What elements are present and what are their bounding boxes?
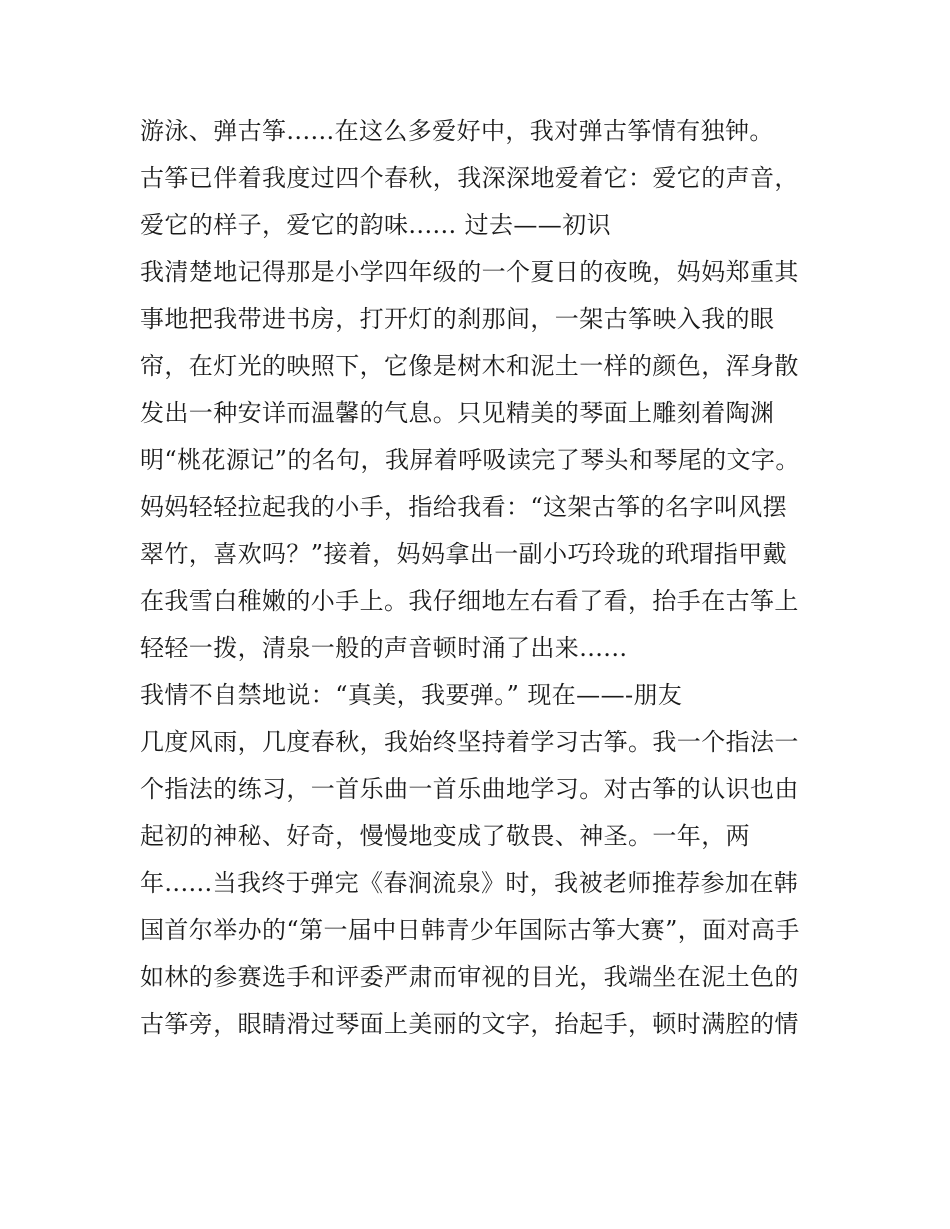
text-line: 妈妈轻轻拉起我的小手，指给我看：“这架古筝的名字叫风摆 — [140, 493, 788, 521]
text-line: 帘，在灯光的映照下，它像是树木和泥土一样的颜色，浑身散 — [140, 352, 799, 380]
text-line: 我清楚地记得那是小学四年级的一个夏日的夜晚，妈妈郑重其 — [140, 258, 799, 286]
text-line: 起初的神秘、好奇，慢慢地变成了敬畏、神圣。一年，两 — [140, 822, 750, 850]
text-line: 古筝已伴着我度过四个春秋，我深深地爱着它：爱它的声音， — [140, 164, 799, 192]
text-line: 年......当我终于弹完《春涧流泉》时，我被老师推荐参加在韩 — [140, 869, 799, 897]
text-line: 个指法的练习，一首乐曲一首乐曲地学习。对古筝的认识也由 — [140, 775, 799, 803]
text-line: 爱它的样子，爱它的韵味...... 过去——初识 — [140, 211, 612, 239]
text-line: 发出一种安详而温馨的气息。只见精美的琴面上雕刻着陶渊 — [140, 399, 775, 427]
essay-text-block — [140, 108, 830, 1048]
text-line: 事地把我带进书房，打开灯的刹那间，一架古筝映入我的眼 — [140, 305, 775, 333]
text-line: 几度风雨，几度春秋，我始终坚持着学习古筝。我一个指法一 — [140, 728, 799, 756]
text-line: 在我雪白稚嫩的小手上。我仔细地左右看了看，抬手在古筝上 — [140, 587, 799, 615]
text-line: 轻轻一拨，清泉一般的声音顿时涌了出来...... — [140, 634, 628, 662]
text-line: 翠竹，喜欢吗？”接着，妈妈拿出一副小巧玲珑的玳瑁指甲戴 — [140, 540, 788, 568]
text-line: 我情不自禁地说：“真美，我要弹。” 现在——-朋友 — [140, 681, 683, 709]
text-line: 国首尔举办的“第一届中日韩青少年国际古筝大赛”，面对高手 — [140, 916, 800, 944]
text-line: 明“桃花源记”的名句，我屏着呼吸读完了琴头和琴尾的文字。 — [140, 446, 800, 474]
text-line: 古筝旁，眼睛滑过琴面上美丽的文字，抬起手，顿时满腔的情 — [140, 1010, 799, 1038]
text-line: 如林的参赛选手和评委严肃而审视的目光，我端坐在泥土色的 — [140, 963, 799, 991]
text-line: 游泳、弹古筝......在这么多爱好中，我对弹古筝情有独钟。 — [140, 117, 774, 145]
